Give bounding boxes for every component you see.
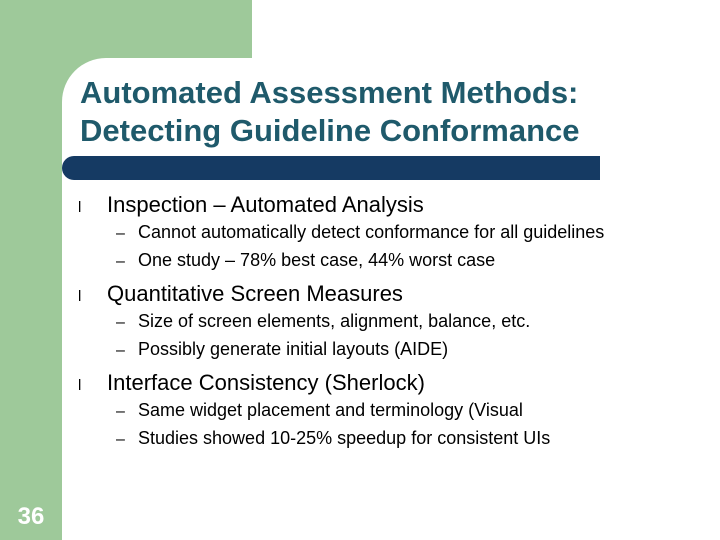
dash-marker-icon: –	[116, 253, 125, 270]
sub-bullet-list	[78, 400, 708, 456]
sub-bullet-item	[78, 339, 708, 367]
bullet-list	[78, 192, 708, 459]
dash-marker-icon: –	[116, 225, 125, 242]
slide-title	[80, 74, 700, 150]
sub-bullet-list	[78, 222, 708, 278]
green-side-strip	[0, 0, 62, 540]
dash-marker-icon: –	[116, 403, 125, 420]
page-number: 36	[17, 503, 45, 530]
bullet-marker-icon: l	[78, 288, 82, 305]
sub-bullet-item	[78, 311, 708, 339]
sub-bullet-text: One study – 78% best case, 44% worst case	[138, 250, 496, 270]
dash-marker-icon: –	[116, 431, 125, 448]
sub-bullet-item	[78, 400, 708, 428]
bullet-item	[78, 370, 708, 456]
sub-bullet-item	[78, 222, 708, 250]
bullet-item	[78, 192, 708, 278]
sub-bullet-list	[78, 311, 708, 367]
sub-bullet-text: Cannot automatically detect conformance for all guidelines	[138, 222, 605, 242]
sub-bullet-item	[78, 428, 708, 456]
bullet-marker-icon: l	[78, 377, 82, 394]
bullet-text: Interface Consistency (Sherlock)	[107, 370, 425, 395]
dash-marker-icon: –	[116, 314, 125, 331]
bullet-item	[78, 281, 708, 367]
sub-bullet-item	[78, 250, 708, 278]
sub-bullet-text: Size of screen elements, alignment, balance, etc.	[138, 311, 531, 331]
slide-title-line-1: Automated Assessment Methods:	[80, 75, 579, 110]
sub-bullet-text: Studies showed 10-25% speedup for consistent UIs	[138, 428, 551, 448]
bullet-text: Quantitative Screen Measures	[107, 281, 403, 306]
dash-marker-icon: –	[116, 342, 125, 359]
sub-bullet-text: Same widget placement and terminology (Visual	[138, 400, 523, 420]
bullet-text: Inspection – Automated Analysis	[107, 192, 424, 217]
bullet-marker-icon: l	[78, 199, 82, 216]
sub-bullet-text: Possibly generate initial layouts (AIDE)	[138, 339, 449, 359]
slide-title-line-2: Detecting Guideline Conformance	[80, 113, 580, 148]
title-divider-bar	[62, 156, 600, 180]
